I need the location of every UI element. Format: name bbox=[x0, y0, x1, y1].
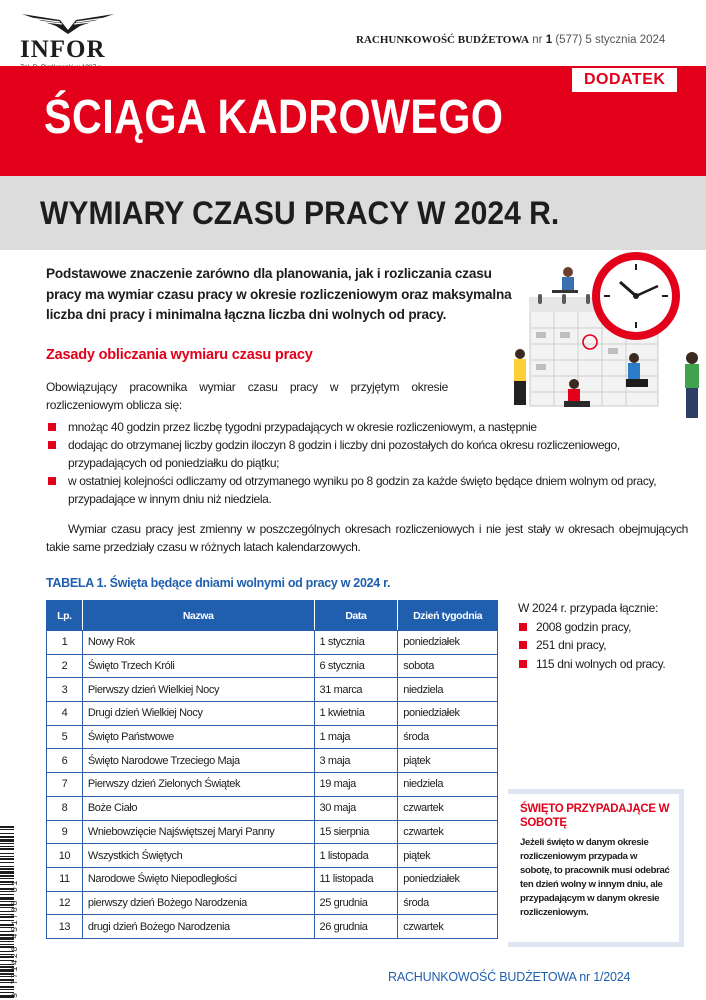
section-heading: Zasady obliczania wymiaru czasu pracy bbox=[46, 347, 313, 363]
cell-date: 1 listopada bbox=[314, 844, 398, 868]
table-row bbox=[47, 678, 498, 702]
section-lead: Obowiązujący pracownika wymiar czasu pracy w przyjętym okresie rozliczeniowym oblicza się: bbox=[46, 380, 448, 412]
table-row bbox=[47, 654, 498, 678]
table-row bbox=[47, 702, 498, 726]
logo-text: INFOR bbox=[20, 36, 106, 63]
cell-holiday-name: Pierwszy dzień Zielonych Świątek bbox=[82, 773, 314, 797]
cell-holiday-name: Święto Państwowe bbox=[82, 725, 314, 749]
rules-list bbox=[46, 418, 686, 508]
cell-lp: 7 bbox=[47, 773, 83, 797]
infor-bird-logo-icon bbox=[20, 10, 116, 36]
cell-weekday: czwartek bbox=[398, 915, 498, 939]
issue-date: 5 stycznia 2024 bbox=[585, 34, 666, 46]
list-item bbox=[46, 418, 686, 436]
table-row bbox=[47, 867, 498, 891]
sidebox-title: ŚWIĘTO PRZYPADAJĄCE W SOBOTĘ bbox=[520, 803, 670, 829]
page-subtitle: WYMIARY CZASU PRACY W 2024 R. bbox=[40, 195, 560, 231]
supplement-badge: DODATEK bbox=[572, 68, 677, 92]
infor-logo bbox=[14, 10, 124, 70]
saturday-holiday-box bbox=[508, 789, 684, 947]
cell-weekday: środa bbox=[398, 725, 498, 749]
cell-lp: 13 bbox=[47, 915, 83, 939]
cell-date: 11 listopada bbox=[314, 867, 398, 891]
page-title: ŚCIĄGA KADROWEGO bbox=[44, 91, 504, 144]
issue-line bbox=[356, 34, 665, 46]
cell-date: 1 kwietnia bbox=[314, 702, 398, 726]
cell-date: 3 maja bbox=[314, 749, 398, 773]
cell-date: 1 maja bbox=[314, 725, 398, 749]
cell-weekday: poniedziałek bbox=[398, 867, 498, 891]
summary-list bbox=[518, 618, 698, 674]
table-row bbox=[47, 749, 498, 773]
cell-weekday: poniedziałek bbox=[398, 631, 498, 655]
cell-weekday: środa bbox=[398, 891, 498, 915]
table-header-row bbox=[47, 601, 498, 631]
cell-lp: 6 bbox=[47, 749, 83, 773]
list-item bbox=[518, 655, 698, 674]
intro-text: Podstawowe znaczenie zarówno dla planowania, jak i rozliczania czasu pracy ma wymiar czasu pracy w okresie rozliczeniowym oraz maksymalna liczba dni pracy i minimalna łączna liczba dni wolnych od pracy. bbox=[46, 266, 512, 322]
bullet-square-icon bbox=[519, 623, 527, 631]
summary-intro: W 2024 r. przypada łącznie: bbox=[518, 601, 658, 615]
cell-holiday-name: Drugi dzień Wielkiej Nocy bbox=[82, 702, 314, 726]
cell-date: 6 stycznia bbox=[314, 654, 398, 678]
barcode-digits: 9 771428 451788 01 bbox=[10, 879, 20, 998]
column-header-lp: Lp. bbox=[47, 601, 83, 631]
cell-lp: 3 bbox=[47, 678, 83, 702]
bullet-square-icon bbox=[48, 441, 56, 449]
cell-holiday-name: pierwszy dzień Bożego Narodzenia bbox=[82, 891, 314, 915]
cell-holiday-name: drugi dzień Bożego Narodzenia bbox=[82, 915, 314, 939]
table-row bbox=[47, 915, 498, 939]
cell-lp: 1 bbox=[47, 631, 83, 655]
cell-weekday: sobota bbox=[398, 654, 498, 678]
list-item-text: w ostatniej kolejności odliczamy od otrzymanego wyniku po 8 godzin za każde święto będące dniem wolnym od pracy, przypadające w innym dniu niż niedziela. bbox=[68, 474, 657, 506]
bullet-square-icon bbox=[519, 641, 527, 649]
table-row bbox=[47, 773, 498, 797]
cell-weekday: czwartek bbox=[398, 820, 498, 844]
publication-name: RACHUNKOWOŚĆ BUDŻETOWA bbox=[356, 34, 530, 46]
cell-date: 26 grudnia bbox=[314, 915, 398, 939]
body-paragraph: Wymiar czasu pracy jest zmienny w poszczególnych okresach rozliczeniowych i nie jest stały w okresach obejmujących takie same przedziały czasu w różnych latach kalendarzowych. bbox=[46, 522, 688, 554]
cell-weekday: piątek bbox=[398, 844, 498, 868]
issue-total: (577) bbox=[555, 34, 583, 46]
page-footer: RACHUNKOWOŚĆ BUDŻETOWA nr 1/2024 bbox=[388, 970, 631, 984]
cell-holiday-name: Wniebowzięcie Najświętszej Maryi Panny bbox=[82, 820, 314, 844]
cell-holiday-name: Narodowe Święto Niepodległości bbox=[82, 867, 314, 891]
table-row bbox=[47, 725, 498, 749]
cell-lp: 10 bbox=[47, 844, 83, 868]
sidebox-text: Jeżeli święto w danym okresie rozliczeniowym przypada w sobotę, to pracownik musi odebrać ten dzień wolny w innym dniu, ale przypadającym w danym okresie rozliczeniowym. bbox=[520, 837, 670, 918]
cell-lp: 4 bbox=[47, 702, 83, 726]
bullet-square-icon bbox=[48, 423, 56, 431]
table-row bbox=[47, 844, 498, 868]
summary-hours: 2008 godzin pracy, bbox=[536, 619, 632, 634]
cell-holiday-name: Nowy Rok bbox=[82, 631, 314, 655]
bullet-square-icon bbox=[519, 660, 527, 668]
cell-lp: 2 bbox=[47, 654, 83, 678]
list-item-text: mnożąc 40 godzin przez liczbę tygodni przypadających w okresie rozliczeniowym, a następnie bbox=[68, 420, 537, 434]
table-row bbox=[47, 891, 498, 915]
list-item-text: dodając do otrzymanej liczby godzin iloczyn 8 godzin i liczby dni pozostałych do końca okresu rozliczeniowego, przypadających od poniedziałku do piątku; bbox=[68, 438, 620, 470]
holidays-table bbox=[46, 600, 498, 939]
cell-lp: 5 bbox=[47, 725, 83, 749]
cell-lp: 8 bbox=[47, 796, 83, 820]
year-summary bbox=[518, 599, 698, 673]
issue-number: 1 bbox=[545, 34, 553, 46]
column-header-date: Data bbox=[314, 601, 398, 631]
table-row bbox=[47, 820, 498, 844]
cell-date: 1 stycznia bbox=[314, 631, 398, 655]
cell-holiday-name: Pierwszy dzień Wielkiej Nocy bbox=[82, 678, 314, 702]
cell-holiday-name: Boże Ciało bbox=[82, 796, 314, 820]
summary-days-off: 115 dni wolnych od pracy. bbox=[536, 656, 666, 671]
cell-lp: 11 bbox=[47, 867, 83, 891]
cell-holiday-name: Wszystkich Świętych bbox=[82, 844, 314, 868]
cell-date: 25 grudnia bbox=[314, 891, 398, 915]
cell-weekday: poniedziałek bbox=[398, 702, 498, 726]
list-item bbox=[46, 472, 686, 508]
cell-weekday: piątek bbox=[398, 749, 498, 773]
clock-calendar-illustration-icon bbox=[508, 246, 704, 426]
cell-date: 15 sierpnia bbox=[314, 820, 398, 844]
cell-holiday-name: Święto Trzech Króli bbox=[82, 654, 314, 678]
cell-date: 19 maja bbox=[314, 773, 398, 797]
nr-prefix: nr bbox=[532, 34, 543, 46]
cell-date: 30 maja bbox=[314, 796, 398, 820]
cell-holiday-name: Święto Narodowe Trzeciego Maja bbox=[82, 749, 314, 773]
table-row bbox=[47, 796, 498, 820]
summary-workdays: 251 dni pracy, bbox=[536, 638, 607, 652]
bullet-square-icon bbox=[48, 477, 56, 485]
cell-lp: 12 bbox=[47, 891, 83, 915]
list-item bbox=[518, 636, 698, 655]
column-header-weekday: Dzień tygodnia bbox=[398, 601, 498, 631]
cell-weekday: czwartek bbox=[398, 796, 498, 820]
table-row bbox=[47, 631, 498, 655]
list-item bbox=[46, 436, 686, 472]
cell-weekday: niedziela bbox=[398, 678, 498, 702]
column-header-name: Nazwa bbox=[82, 601, 314, 631]
cell-date: 31 marca bbox=[314, 678, 398, 702]
cell-lp: 9 bbox=[47, 820, 83, 844]
table-title: TABELA 1. Święta będące dniami wolnymi od pracy w 2024 r. bbox=[46, 576, 391, 590]
cell-weekday: niedziela bbox=[398, 773, 498, 797]
list-item bbox=[518, 618, 698, 637]
